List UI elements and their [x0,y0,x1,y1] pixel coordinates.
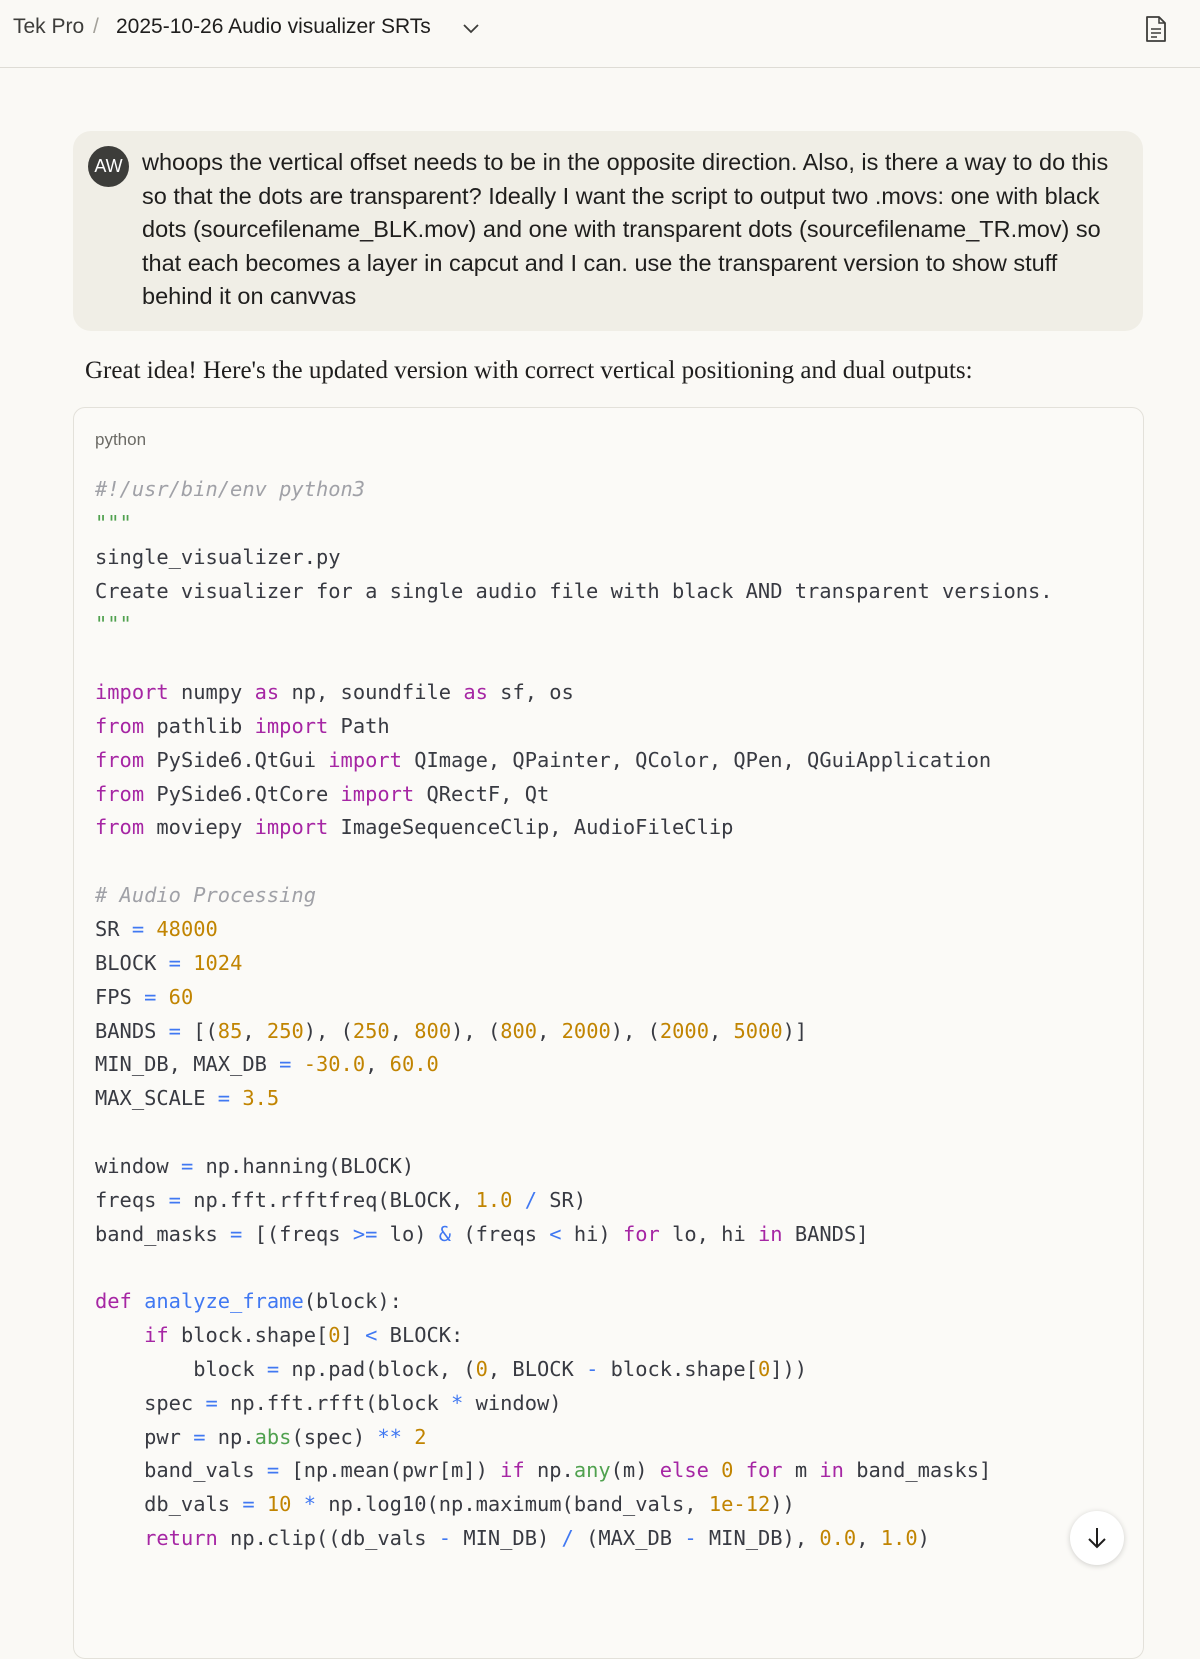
code-token: FPS [95,984,145,1009]
code-token: ), ( [610,1018,660,1043]
avatar: AW [88,146,129,187]
code-token: import [328,747,402,772]
code-token: analyze_frame [144,1289,304,1314]
code-token: , [708,1018,734,1043]
code-token: from [95,713,145,738]
code-line [95,1285,1053,1319]
code-token [156,985,168,1009]
code-line [95,1116,1053,1150]
code-token [95,1526,144,1550]
code-token [144,917,156,941]
code-token: [( [180,1018,218,1043]
code-line [95,710,1053,744]
top-bar [0,0,1200,68]
code-line [95,1319,1053,1353]
code-token: np.log10(np.maximum(band_vals, [316,1492,709,1517]
breadcrumb-project[interactable]: Tek Pro [13,15,85,38]
code-language-label: python [95,430,147,449]
code-token: 3.5 [242,1086,280,1111]
code-token: return [144,1526,218,1551]
code-token: 800 [500,1018,538,1043]
code-token: , [537,1018,562,1043]
assistant-message-text: Great idea! Here's the updated version with correct vertical positioning and dual outputs: [85,357,973,384]
code-token: band_vals [95,1458,267,1483]
code-token: MIN_DB, MAX_DB [95,1052,280,1077]
code-token: 0 [328,1323,341,1348]
code-token: )) [770,1492,795,1517]
code-token: ), ( [303,1018,353,1043]
code-token [132,1289,144,1313]
code-token: import [254,815,329,840]
code-token: freqs [95,1187,169,1212]
code-line [95,1522,1053,1556]
code-token: window) [463,1390,562,1415]
code-token: PySide6.QtGui [144,747,329,772]
code-token [512,1188,524,1212]
code-token: db_vals [95,1492,243,1517]
code-token [230,1086,242,1110]
code-token: 1.0 [475,1187,513,1212]
code-token: SR [95,916,132,941]
code-token: import [95,680,169,705]
code-token: -30.0 [303,1052,366,1077]
user-message-text: whoops the vertical offset needs to be in the opposite direction. Also, is there a way to do this so that the dots are transparent? Ideally I want the script to output two .movs: one with black dots (sourcefilename_BLK.mov) and one with transparent dots (sourcefilename_TR.mov) so that each becomes a layer in capcut and I can. use the transparent version to show stuff behind it on canvvas [142,149,1109,309]
code-token: = [168,950,181,975]
code-token: 2000 [659,1018,709,1043]
code-token: = [205,1390,218,1415]
code-line [95,744,1053,778]
code-token: ] [340,1323,366,1348]
code-token: np.fft.rfft(block [217,1390,452,1415]
code-token: #!/usr/bin/env python3 [95,477,366,501]
code-token: else [659,1458,709,1483]
code-token: ImageSequenceClip, AudioFileClip [328,815,734,840]
code-token: < [365,1323,378,1348]
code-token: = [279,1052,292,1077]
code-token: SR) [537,1187,587,1212]
code-token: for [745,1458,783,1483]
code-token: moviepy [144,815,255,840]
code-token: 1e-12 [708,1492,771,1517]
code-line [95,811,1053,845]
code-token: , [365,1052,390,1077]
code-line [95,1184,1053,1218]
code-line [95,642,1053,676]
code-token: import [340,781,415,806]
code-token [95,1323,144,1347]
code-token: BLOCK: [377,1323,464,1348]
code-token: [(freqs [242,1221,353,1246]
code-token: single_visualizer.py [95,544,341,569]
code-token: 0 [757,1356,771,1381]
code-token: [np.mean(pwr[m]) [279,1458,501,1483]
code-token: ) [917,1526,930,1551]
code-token: as [463,680,488,705]
code-token: for [622,1221,660,1246]
code-token: np.pad(block, ( [279,1356,476,1381]
scroll-to-bottom-button[interactable] [1070,1511,1124,1565]
code-token: block [95,1356,267,1381]
code-content [95,473,1053,1556]
code-token: 0.0 [819,1526,857,1551]
code-token: = [230,1221,243,1246]
code-token: (block): [303,1289,402,1314]
code-token: if [500,1458,525,1483]
code-line [95,473,1053,507]
code-token: , [242,1018,267,1043]
code-token: 5000 [733,1018,783,1043]
code-token: band_masks] [843,1458,992,1483]
code-token: np. [205,1424,255,1449]
code-token: = [168,1187,181,1212]
code-token: ), ( [451,1018,501,1043]
code-token: (MAX_DB [573,1526,685,1551]
code-token: 1.0 [880,1526,918,1551]
code-token: - [684,1526,697,1551]
code-line [95,1082,1053,1116]
code-token: pwr [95,1424,194,1449]
code-token: 85 [217,1018,243,1043]
code-token: = [193,1424,206,1449]
code-line [95,608,1053,642]
code-line [95,778,1053,812]
code-token: = [266,1458,280,1483]
code-token: Path [328,713,390,738]
code-token [733,1458,745,1482]
code-token: = [242,1492,255,1517]
code-line [95,1353,1053,1387]
code-token: (spec) [291,1424,378,1449]
code-line [95,575,1053,609]
code-token: from [95,781,145,806]
chat-title[interactable]: 2025-10-26 Audio visualizer SRTs [116,15,431,38]
code-token: BANDS] [782,1221,869,1246]
code-token: in [819,1458,844,1483]
code-token: block.shape[ [168,1323,329,1348]
code-token: from [95,747,145,772]
code-token: 60 [168,984,194,1009]
code-token: hi) [561,1221,623,1246]
code-token [291,1052,303,1076]
code-token: 2000 [561,1018,611,1043]
code-token: from [95,815,145,840]
code-token: / [561,1526,574,1551]
code-token: = [168,1018,181,1043]
code-token: np, soundfile [279,680,464,705]
code-token: if [144,1323,169,1348]
arrow-down-icon [1085,1525,1109,1551]
code-token: >= [352,1221,378,1246]
code-token: 48000 [156,916,218,941]
chevron-down-icon[interactable] [461,18,481,38]
code-line [95,541,1053,575]
code-token: BLOCK [95,950,169,975]
code-token: MIN_DB), [696,1526,820,1551]
code-token: spec [95,1390,206,1415]
code-token: # Audio Processing [95,883,316,908]
code-token: = [266,1356,280,1381]
code-token: PySide6.QtCore [144,781,341,806]
code-token: window [95,1153,181,1178]
code-token: ** [377,1424,402,1449]
code-token: as [254,680,280,705]
code-token: def [95,1289,132,1314]
code-line [95,507,1053,541]
code-token: lo, hi [659,1221,759,1246]
code-line [95,947,1053,981]
code-token: - [586,1356,599,1381]
code-token: MAX_SCALE [95,1086,218,1111]
code-token: 250 [266,1018,304,1043]
code-token [291,1492,303,1516]
code-token: block.shape[ [598,1356,758,1381]
document-icon[interactable] [1144,15,1168,43]
code-line [95,1421,1053,1455]
code-token: < [549,1221,562,1246]
code-token: numpy [168,680,255,705]
code-line [95,879,1053,913]
code-token: = [217,1086,231,1111]
code-line [95,1251,1053,1285]
code-token [402,1425,414,1449]
code-token: BANDS [95,1018,169,1043]
code-token: abs [254,1424,292,1449]
code-token: import [254,713,329,738]
code-token: ])) [770,1356,808,1381]
code-line [95,1488,1053,1522]
code-token: (m) [610,1458,660,1483]
code-token: * [451,1390,464,1415]
code-token [255,1492,267,1516]
code-token: , [389,1018,415,1043]
code-line [95,676,1053,710]
code-token: band_masks [95,1221,231,1246]
code-token: np.hanning(BLOCK) [193,1153,415,1178]
code-token: 10 [266,1492,292,1517]
code-token: in [758,1221,783,1246]
code-token: sf, os [487,680,574,705]
code-line [95,913,1053,947]
code-line [95,981,1053,1015]
code-token: lo) [377,1221,439,1246]
code-token: m [782,1458,820,1483]
code-token: np. [524,1458,574,1483]
code-token: 250 [352,1018,390,1043]
code-line [95,1218,1053,1252]
code-token: Create visualizer for a single audio file with black AND transparent versions. [95,578,1053,603]
code-token: 1024 [193,950,243,975]
code-token: 0 [721,1458,734,1483]
code-token: QImage, QPainter, QColor, QPen, QGuiApplication [401,747,992,772]
code-line [95,845,1053,879]
code-token: * [303,1492,317,1517]
code-token: = [131,916,145,941]
code-token: )] [782,1018,808,1043]
code-line [95,1150,1053,1184]
code-token: 60.0 [389,1052,439,1077]
breadcrumb-separator: / [93,15,99,38]
code-token: 2 [414,1424,427,1449]
code-token: / [524,1187,537,1212]
code-token: any [573,1458,611,1483]
code-token: - [438,1526,452,1551]
code-token: QRectF, Qt [414,781,550,806]
code-token: , BLOCK [487,1356,587,1381]
code-line [95,1048,1053,1082]
code-token: = [144,984,157,1009]
code-token: np.clip((db_vals [217,1526,439,1551]
code-line [95,1387,1053,1421]
code-token: pathlib [144,713,255,738]
code-token: = [180,1153,194,1178]
code-token: 0 [475,1356,488,1381]
code-line [95,1454,1053,1488]
code-token: (freqs [451,1221,550,1246]
code-token [181,951,193,975]
code-line [95,1015,1053,1049]
code-token: """ [95,612,132,637]
code-token: & [438,1221,452,1246]
code-token: 800 [414,1018,452,1043]
code-token: """ [95,510,132,535]
code-token: np.fft.rfftfreq(BLOCK, [180,1187,476,1212]
code-token [709,1458,721,1482]
code-token: MIN_DB) [451,1526,562,1551]
code-token: , [856,1526,881,1551]
